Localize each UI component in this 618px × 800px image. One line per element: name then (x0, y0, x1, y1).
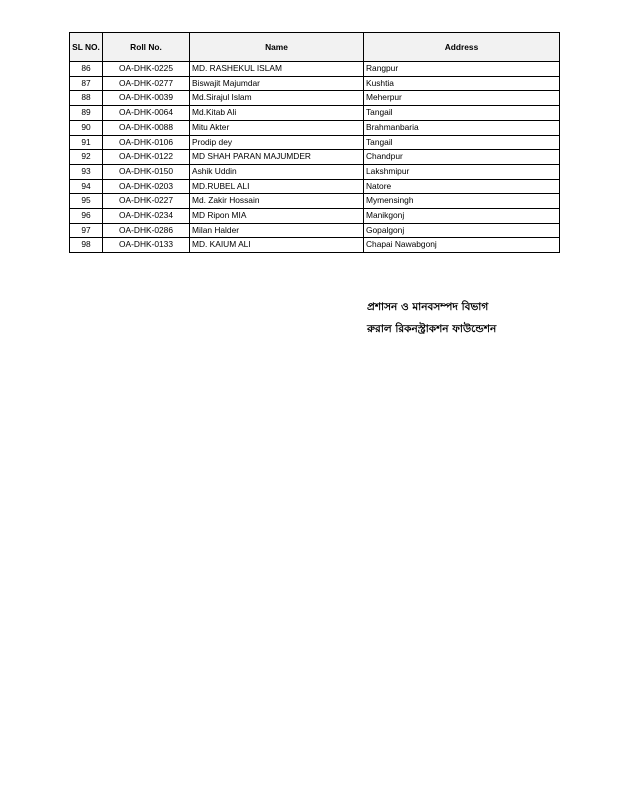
sl-cell: 96 (70, 209, 103, 224)
sl-cell: 98 (70, 238, 103, 253)
table-header (70, 33, 560, 62)
address-cell: Mymensingh (364, 194, 560, 209)
roll-no-cell: OA-DHK-0133 (103, 238, 190, 253)
address-cell: Natore (364, 179, 560, 194)
table-row (70, 238, 560, 253)
address-cell: Rangpur (364, 62, 560, 77)
name-cell: MD.RUBEL ALI (190, 179, 364, 194)
name-cell: Md.Kitab Ali (190, 106, 364, 121)
roll-no-cell: OA-DHK-0234 (103, 209, 190, 224)
sl-cell: 94 (70, 179, 103, 194)
sl-cell: 87 (70, 76, 103, 91)
table-row (70, 106, 560, 121)
sl-cell: 95 (70, 194, 103, 209)
roll-no-cell: OA-DHK-0039 (103, 91, 190, 106)
table-row (70, 194, 560, 209)
name-cell: Milan Halder (190, 223, 364, 238)
table-row (70, 209, 560, 224)
address-cell: Kushtia (364, 76, 560, 91)
results-table (69, 32, 560, 253)
organization-name: রুরাল রিকনস্ট্রাকশন ফাউন্ডেশন (367, 323, 497, 335)
table-row (70, 150, 560, 165)
header-roll-no: Roll No. (103, 33, 190, 62)
address-cell: Gopalgonj (364, 223, 560, 238)
table-row (70, 76, 560, 91)
roll-no-cell: OA-DHK-0088 (103, 120, 190, 135)
name-cell: MD Ripon MIA (190, 209, 364, 224)
table-row (70, 223, 560, 238)
roll-no-cell: OA-DHK-0203 (103, 179, 190, 194)
roll-no-cell: OA-DHK-0227 (103, 194, 190, 209)
address-cell: Lakshmipur (364, 164, 560, 179)
name-cell: Ashik Uddin (190, 164, 364, 179)
header-row (70, 33, 560, 62)
roll-no-cell: OA-DHK-0225 (103, 62, 190, 77)
sl-cell: 86 (70, 62, 103, 77)
table-row (70, 135, 560, 150)
roll-no-cell: OA-DHK-0286 (103, 223, 190, 238)
name-cell: MD. KAIUM ALI (190, 238, 364, 253)
name-cell: Prodip dey (190, 135, 364, 150)
table-row (70, 91, 560, 106)
sl-cell: 88 (70, 91, 103, 106)
name-cell: MD. RASHEKUL ISLAM (190, 62, 364, 77)
address-cell: Tangail (364, 135, 560, 150)
address-cell: Manikgonj (364, 209, 560, 224)
name-cell: Biswajit Majumdar (190, 76, 364, 91)
roll-no-cell: OA-DHK-0106 (103, 135, 190, 150)
roll-no-cell: OA-DHK-0064 (103, 106, 190, 121)
table-row (70, 164, 560, 179)
address-cell: Brahmanbaria (364, 120, 560, 135)
name-cell: Md. Zakir Hossain (190, 194, 364, 209)
name-cell: MD SHAH PARAN MAJUMDER (190, 150, 364, 165)
name-cell: Md.Sirajul Islam (190, 91, 364, 106)
header-sl-no: SL NO. (70, 33, 103, 62)
roll-no-cell: OA-DHK-0122 (103, 150, 190, 165)
roll-no-cell: OA-DHK-0150 (103, 164, 190, 179)
address-cell: Meherpur (364, 91, 560, 106)
name-cell: Mitu Akter (190, 120, 364, 135)
address-cell: Tangail (364, 106, 560, 121)
table-body (70, 62, 560, 253)
table-row (70, 62, 560, 77)
table-row (70, 120, 560, 135)
header-name: Name (190, 33, 364, 62)
department-name: প্রশাসন ও মানবসম্পদ বিভাগ (367, 301, 489, 313)
header-address: Address (364, 33, 560, 62)
sl-cell: 97 (70, 223, 103, 238)
sl-cell: 90 (70, 120, 103, 135)
sl-cell: 92 (70, 150, 103, 165)
table-row (70, 179, 560, 194)
sl-cell: 91 (70, 135, 103, 150)
sl-cell: 93 (70, 164, 103, 179)
address-cell: Chandpur (364, 150, 560, 165)
sl-cell: 89 (70, 106, 103, 121)
address-cell: Chapai Nawabgonj (364, 238, 560, 253)
roll-no-cell: OA-DHK-0277 (103, 76, 190, 91)
